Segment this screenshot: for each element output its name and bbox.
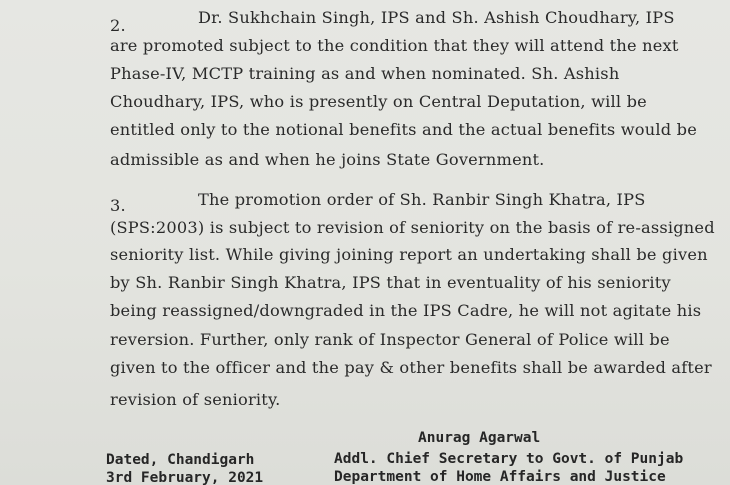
paragraph-line: Dr. Sukhchain Singh, IPS and Sh. Ashish Choudhary, IPS <box>198 8 675 27</box>
paragraph-line: admissible as and when he joins State Government. <box>110 150 545 169</box>
paragraph-line: given to the officer and the pay & other benefits shall be awarded after <box>110 358 712 377</box>
paragraph-line: reversion. Further, only rank of Inspector General of Police will be <box>110 330 670 349</box>
paragraph-line: revision of seniority. <box>110 390 281 409</box>
paragraph-line: being reassigned/downgraded in the IPS Cadre, he will not agitate his <box>110 301 702 320</box>
paragraph-number: 2. <box>110 16 126 35</box>
paragraph-line: entitled only to the notional benefits and the actual benefits would be <box>110 120 698 139</box>
dated-place: Dated, Chandigarh <box>106 452 255 468</box>
paragraph-line: Phase-IV, MCTP training as and when nominated. Sh. Ashish <box>110 64 620 83</box>
paragraph-line: (SPS:2003) is subject to revision of seniority on the basis of re-assigned <box>110 218 715 237</box>
paragraph-line: are promoted subject to the condition that they will attend the next <box>110 36 679 55</box>
paragraph-line: seniority list. While giving joining report an undertaking shall be given <box>110 245 708 264</box>
paragraph-number: 3. <box>110 196 126 215</box>
paragraph-line: The promotion order of Sh. Ranbir Singh Khatra, IPS <box>198 190 646 209</box>
signatory-department: Department of Home Affairs and Justice <box>334 469 666 485</box>
paragraph-line: Choudhary, IPS, who is presently on Central Deputation, will be <box>110 92 647 111</box>
signatory-designation: Addl. Chief Secretary to Govt. of Punjab <box>334 451 684 467</box>
signatory-name: Anurag Agarwal <box>418 430 541 446</box>
order-date: 3rd February, 2021 <box>106 470 264 485</box>
paragraph-line: by Sh. Ranbir Singh Khatra, IPS that in eventuality of his seniority <box>110 273 671 292</box>
